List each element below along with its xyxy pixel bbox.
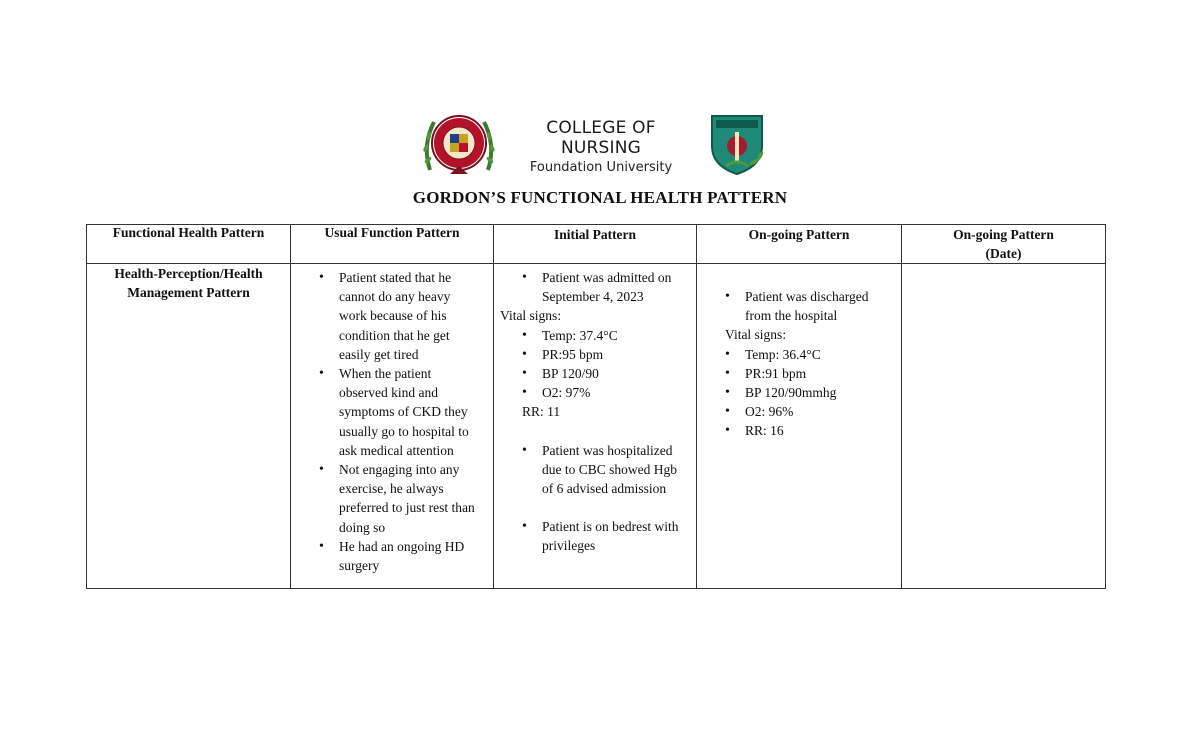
document-header: [420, 110, 780, 180]
list-item: • Patient stated that he cannot do any heavy work because of his condition that he get easily get tired: [291, 268, 493, 364]
list-item: • RR: 16: [697, 421, 901, 440]
university-name: Foundation University: [529, 160, 673, 175]
initial-vitals-label: Vital signs:: [500, 308, 562, 324]
college-name: COLLEGE OF NURSING: [546, 118, 656, 158]
list-item: • BP 120/90: [494, 364, 696, 383]
header-ongoing-date-line2: (Date): [985, 246, 1022, 261]
header-ongoing-pattern-date: [902, 225, 1106, 264]
header-functional-health-pattern: Functional Health Pattern: [87, 225, 291, 264]
ongoing-discharge-list: [697, 287, 901, 325]
ongoing-vitals-label: Vital signs:: [725, 327, 787, 343]
initial-pattern-cell: [494, 264, 697, 589]
header-ongoing-date-line1: On-going Pattern: [953, 227, 1054, 242]
list-item: • BP 120/90mmhg: [697, 383, 901, 402]
college-heading: [506, 118, 696, 175]
nursing-shield-logo: [706, 110, 768, 178]
list-item: • Temp: 36.4°C: [697, 345, 901, 364]
pattern-name-line1: Health-Perception/Health: [114, 266, 263, 281]
ongoing-vitals-list: [697, 345, 901, 441]
usual-function-list: [291, 268, 493, 575]
initial-admission-list: [494, 268, 696, 306]
list-item: • Patient was hospitalized due to CBC showed Hgb of 6 advised admission: [494, 441, 696, 499]
list-item: • Patient is on bedrest with privileges: [494, 517, 696, 555]
functional-pattern-cell: [87, 264, 291, 589]
usual-function-cell: [291, 264, 494, 589]
list-item: • He had an ongoing HD surgery: [291, 537, 493, 575]
initial-rr: RR: 11: [522, 404, 561, 420]
pattern-name-line2: Management Pattern: [127, 285, 250, 300]
header-ongoing-pattern: On-going Pattern: [697, 225, 902, 264]
list-item: • Patient was admitted on September 4, 2023: [494, 268, 696, 306]
list-item: • Not engaging into any exercise, he always preferred to just rest than doing so: [291, 460, 493, 537]
header-initial-pattern: Initial Pattern: [494, 225, 697, 264]
table-row: [87, 264, 1106, 589]
table-header-row: [87, 225, 1106, 264]
list-item: • O2: 96%: [697, 402, 901, 421]
ongoing-pattern-cell: [697, 264, 902, 589]
gordon-pattern-table: [86, 224, 1106, 589]
header-usual-function-pattern: Usual Function Pattern: [291, 225, 494, 264]
list-item: • PR:95 bpm: [494, 345, 696, 364]
initial-vitals-list: [494, 326, 696, 403]
ongoing-date-cell: [902, 264, 1106, 589]
university-seal-logo: [420, 110, 498, 180]
list-item: • PR:91 bpm: [697, 364, 901, 383]
list-item: • When the patient observed kind and symptoms of CKD they usually go to hospital to ask medical attention: [291, 364, 493, 460]
list-item: • O2: 97%: [494, 383, 696, 402]
initial-bedrest-list: [494, 517, 696, 555]
document-title: GORDON’S FUNCTIONAL HEALTH PATTERN: [412, 188, 788, 207]
initial-hospitalized-list: [494, 441, 696, 499]
list-item: • Patient was discharged from the hospital: [697, 287, 901, 325]
list-item: • Temp: 37.4°C: [494, 326, 696, 345]
